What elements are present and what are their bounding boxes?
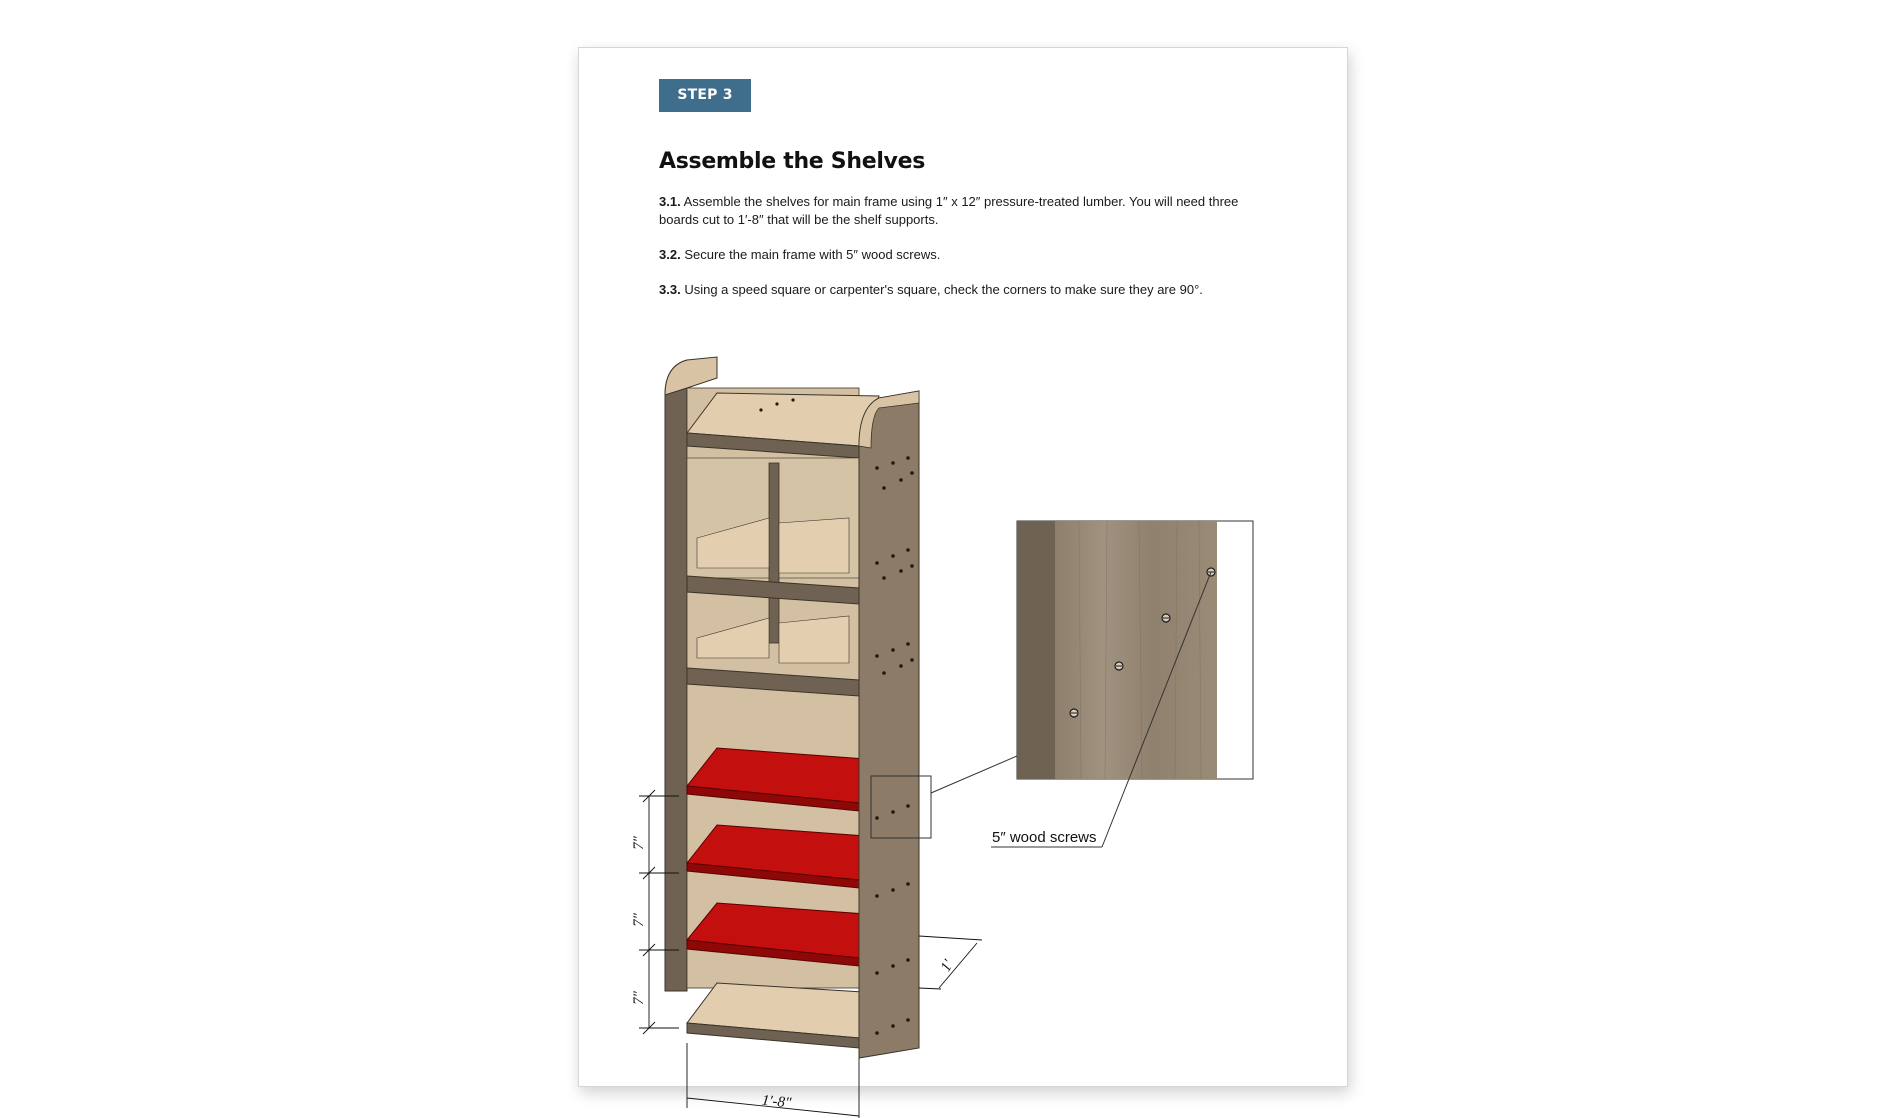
- step-badge: STEP 3: [659, 79, 751, 112]
- instruction-number: 3.1.: [659, 194, 681, 209]
- screw-head-icon: [1070, 709, 1078, 717]
- dimension-label: 1′-8″: [760, 1092, 792, 1112]
- instruction-number: 3.2.: [659, 247, 681, 262]
- instruction-text: Secure the main frame with 5″ wood screws.: [684, 247, 941, 262]
- screw-head-icon: [1162, 614, 1170, 622]
- instruction-text: Using a speed square or carpenter's square, check the corners to make sure they are 90°.: [684, 282, 1203, 297]
- instruction-text: Assemble the shelves for main frame using 1″ x 12″ pressure-treated lumber. You will need three boards cut to 1′-8″ that will be the shelf supports.: [659, 194, 1239, 227]
- dimension-label: 7″: [631, 836, 647, 850]
- callout-label: 5″ wood screws: [992, 829, 1097, 846]
- instruction-page: [578, 47, 1348, 1112]
- dimension-label: 1′: [937, 957, 958, 975]
- page-heading: Assemble the Shelves: [659, 149, 926, 174]
- instruction-number: 3.3.: [659, 282, 681, 297]
- detail-board-edge: [1017, 521, 1055, 779]
- left-side-panel: [665, 360, 687, 991]
- dimension-label: 7″: [631, 913, 647, 927]
- shelf-unit: [665, 357, 931, 1058]
- dimension-label: 7″: [631, 991, 647, 1005]
- cubby-divider: [769, 463, 779, 643]
- screw-detail-callout: [931, 521, 1253, 847]
- right-side-panel: [859, 391, 919, 1058]
- screw-head-icon: [1115, 662, 1123, 670]
- shelf-assembly-diagram: [579, 48, 1347, 1112]
